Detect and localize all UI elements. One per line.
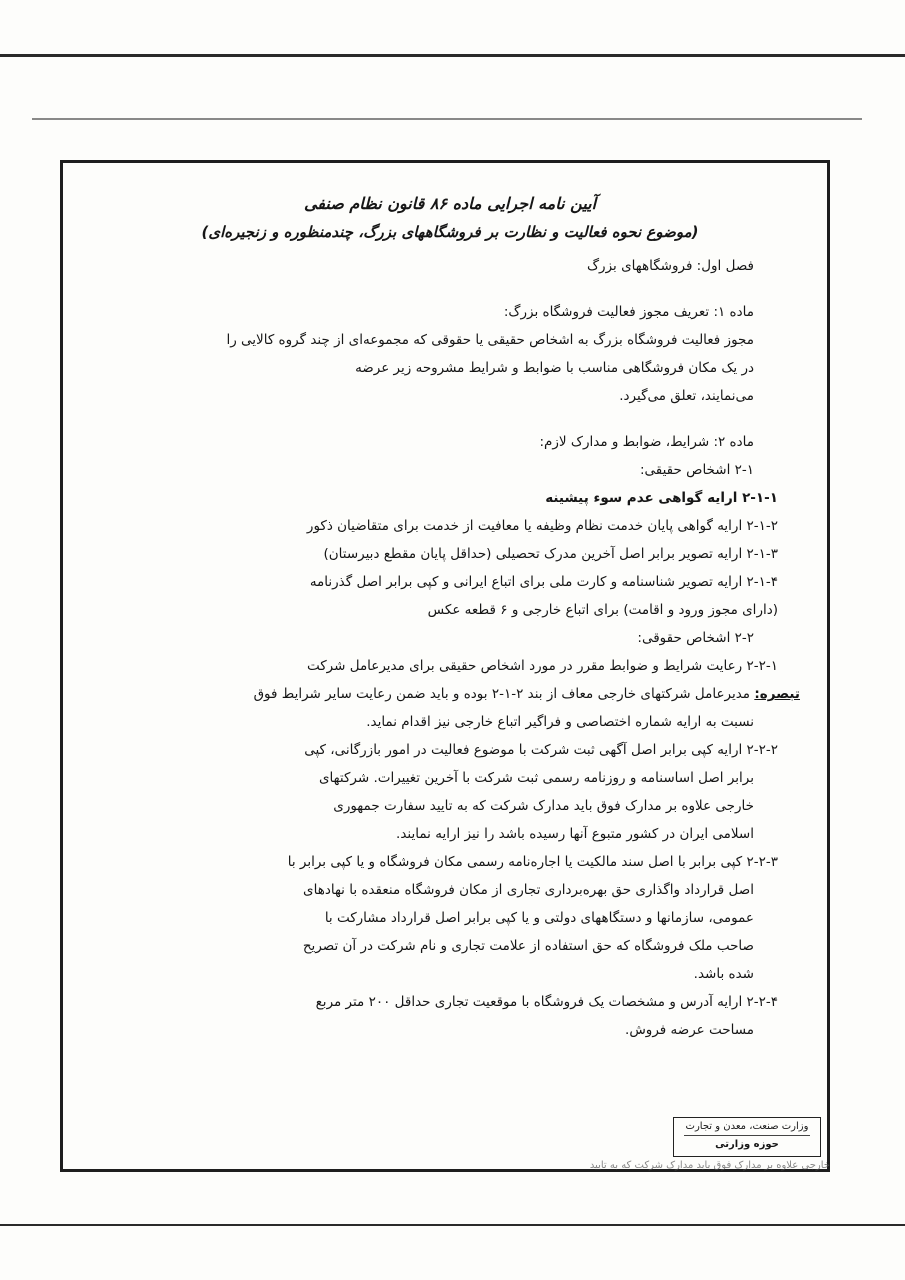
section-2-2-heading: ۲-۲ اشخاص حقوقی: xyxy=(637,630,754,646)
section-2-1-heading: ۲-۱ اشخاص حقیقی: xyxy=(639,462,754,478)
article-1-text-1: مجوز فعالیت فروشگاه بزرگ به اشخاص حقیقی یا حقوقی که مجموعه‌ای از چند گروه کالایی را xyxy=(226,332,754,348)
cut-off-line: خارجی علاوه بر مدارک فوق باید مدارک شرکت که به تایید xyxy=(589,1160,830,1171)
item-2-2-1: ۲-۲-۱ رعایت شرایط و ضوابط مقرر در مورد اشخاص حقیقی برای مدیرعامل شرکت xyxy=(306,658,778,674)
item-2-2-2-cont-1: برابر اصل اساسنامه و روزنامه رسمی ثبت شرکت با آخرین تغییرات. شرکتهای xyxy=(318,770,754,786)
item-2-2-3-cont-1: اصل قرارداد واگذاری حق بهره‌برداری تجاری از مکان فروشگاه منعقده با نهادهای xyxy=(303,882,754,898)
item-2-1-3: ۲-۱-۳ ارایه تصویر برابر اصل آخرین مدرک تحصیلی (حداقل پایان مقطع دبیرستان) xyxy=(323,546,778,562)
item-2-2-2-cont-2: خارجی علاوه بر مدارک فوق باید مدارک شرکت که به تایید سفارت جمهوری xyxy=(333,798,754,814)
chapter-heading: فصل اول: فروشگاههای بزرگ xyxy=(586,258,754,274)
item-2-1-2: ۲-۱-۲ ارایه گواهی پایان خدمت نظام وظیفه یا معافیت از خدمت برای متقاضیان ذکور xyxy=(306,518,778,534)
item-2-2-3-cont-3: صاحب ملک فروشگاه که حق استفاده از علامت تجاری و نام شرکت در آن تصریح xyxy=(302,938,754,954)
article-1-heading: ماده ۱: تعریف مجوز فعالیت فروشگاه بزرگ: xyxy=(503,304,754,320)
document-title: آیین نامه اجرایی ماده ۸۶ قانون نظام صنفی xyxy=(303,194,597,213)
item-2-2-3-cont-2: عمومی، سازمانها و دستگاههای دولتی و یا کپی برابر اصل قرارداد مشارکت با xyxy=(324,910,754,926)
document-body xyxy=(100,190,800,1044)
item-2-2-2: ۲-۲-۲ ارایه کپی برابر اصل آگهی ثبت شرکت با موضوع فعالیت در امور بازرگانی، کپی xyxy=(304,742,778,758)
stamp-line-2: حوزه وزارتی xyxy=(684,1135,810,1153)
ministry-stamp xyxy=(673,1117,821,1157)
document-subtitle: (موضوع نحوه فعالیت و نظارت بر فروشگاههای بزرگ، چندمنظوره و زنجیره‌ای) xyxy=(201,223,699,241)
stamp-line-1: وزارت صنعت، معدن و تجارت xyxy=(685,1121,809,1132)
item-2-1-4: ۲-۱-۴ ارایه تصویر شناسنامه و کارت ملی برای اتباع ایرانی و کپی برابر اصل گذرنامه xyxy=(309,574,778,590)
item-2-1-4-cont: (دارای مجوز ورود و اقامت) برای اتباع خارجی و ۶ قطعه عکس xyxy=(427,602,778,618)
item-2-2-4: ۲-۲-۴ ارایه آدرس و مشخصات یک فروشگاه با موقعیت تجاری حداقل ۲۰۰ متر مربع xyxy=(315,994,778,1010)
scan-bottom-rule xyxy=(0,1224,905,1226)
item-2-1-1: ۲-۱-۱ ارایه گواهی عدم سوء پیشینه xyxy=(545,490,778,506)
note-line xyxy=(100,680,800,708)
article-1-text-2: در یک مکان فروشگاهی مناسب با ضوابط و شرایط مشروحه زیر عرضه xyxy=(355,360,754,376)
item-2-2-3: ۲-۲-۳ کپی برابر با اصل سند مالکیت یا اجاره‌نامه رسمی مکان فروشگاه و یا کپی برابر با xyxy=(287,854,778,870)
article-1-text-3: می‌نمایند، تعلق می‌گیرد. xyxy=(619,388,754,404)
note-text-cont: نسبت به ارایه شماره اختصاصی و فراگیر اتباع خارجی نیز اقدام نماید. xyxy=(366,714,754,730)
article-2-heading: ماده ۲: شرایط، ضوابط و مدارک لازم: xyxy=(539,434,754,450)
item-2-2-3-cont-4: شده باشد. xyxy=(693,966,754,982)
note-label: تبصره: xyxy=(754,686,800,702)
scan-upper-rule xyxy=(32,118,862,120)
note-text: مدیرعامل شرکتهای خارجی معاف از بند ۲-۱-۲ بوده و باید ضمن رعایت سایر شرایط فوق xyxy=(253,686,751,702)
item-2-2-4-cont: مساحت عرضه فروش. xyxy=(625,1022,754,1038)
item-2-2-2-cont-3: اسلامی ایران در کشور متبوع آنها رسیده باشد را نیز ارایه نمایند. xyxy=(396,826,754,842)
scan-top-rule xyxy=(0,54,905,57)
